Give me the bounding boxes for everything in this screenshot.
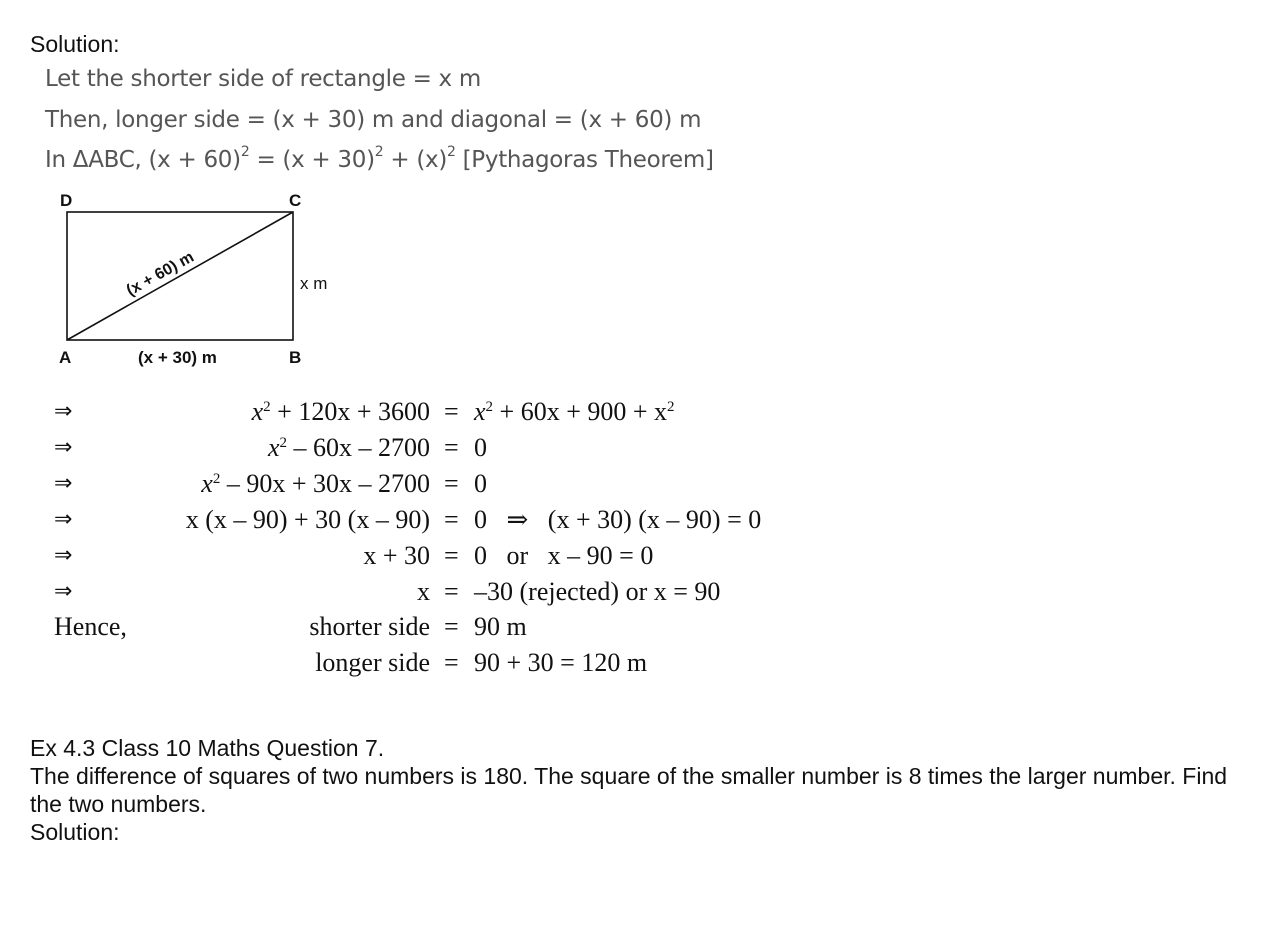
equation-5-rhs: 0 or x – 90 = 0 [474,541,654,570]
equation-6-lhs: x [417,577,430,606]
longer-side-value: 90 + 30 = 120 m [474,648,648,677]
pythagoras-line [45,144,714,173]
implies-arrow: ⇒ [54,507,73,532]
base-length-label: (x + 30) m [138,348,217,367]
implies-arrow: ⇒ [54,435,73,460]
shorter-side-value: 90 m [474,612,527,641]
diagonal-ac [67,212,293,340]
equals-sign: = [444,577,459,606]
side-length-label: x m [300,274,328,293]
equation-1-lhs: $x^2 + 120x + 3600$ [251,397,430,426]
square-exponent: 2 [374,144,384,160]
diagonal-length-label: (x + 60) m [123,248,197,300]
equals-sign: = [444,469,459,498]
equals-sign: = [444,505,459,534]
implies-arrow: ⇒ [54,543,73,568]
equals-sign: = [444,648,459,677]
question-title: Ex 4.3 Class 10 Maths Question 7. [30,735,385,761]
pythagoras-part-2: = (x + 30) [249,147,375,173]
equation-5-lhs: x + 30 [363,541,430,570]
pythagoras-part-4: [Pythagoras Theorem] [455,147,714,173]
vertex-c-label: C [289,191,302,210]
hence-label: Hence, [54,612,127,641]
pythagoras-part-1: In ΔABC, (x + 60) [45,147,241,173]
pythagoras-part-3: + (x) [383,147,448,173]
equals-sign: = [444,541,459,570]
next-question-block [30,734,1230,846]
solution-heading: Solution: [30,31,120,57]
vertex-d-label: D [60,191,73,210]
solution-heading: Solution: [30,819,120,845]
equation-6-rhs: –30 (rejected) or x = 90 [474,577,721,606]
equation-2-lhs: $x^2 - 60x - 2700$ [267,433,430,462]
equals-sign: = [444,433,459,462]
given-line-longer-side: Then, longer side = (x + 30) m and diagonal = (x + 60) m [45,107,702,133]
square-exponent: 2 [447,144,456,160]
implies-arrow: ⇒ [54,579,73,604]
rectangle-diagram [40,186,360,376]
equals-sign: = [444,612,459,641]
vertex-b-label: B [289,348,302,367]
square-exponent: 2 [240,144,250,160]
longer-side-label: longer side [315,648,430,677]
question-text: The difference of squares of two numbers is 180. The square of the smaller number is 8 times the larger number. Find the two numbers. [30,763,1228,817]
equation-2-rhs: 0 [474,433,487,462]
equals-sign: = [444,397,459,426]
implies-arrow: ⇒ [54,399,73,424]
vertex-a-label: A [59,348,72,367]
equation-3-lhs: $x^2 - 90x + 30x - 2700$ [201,469,430,498]
given-line-shorter-side: Let the shorter side of rectangle = x m [45,66,481,92]
equation-4-rhs: 0 ⇒ (x + 30) (x – 90) = 0 [474,505,762,534]
equation-4-lhs: x (x – 90) + 30 (x – 90) [185,505,430,534]
equation-3-rhs: 0 [474,469,487,498]
implies-arrow: ⇒ [54,471,73,496]
equation-1-rhs: $x^2 + 60x + 900 + x^2$ [474,397,675,426]
shorter-side-label: shorter side [309,612,430,641]
